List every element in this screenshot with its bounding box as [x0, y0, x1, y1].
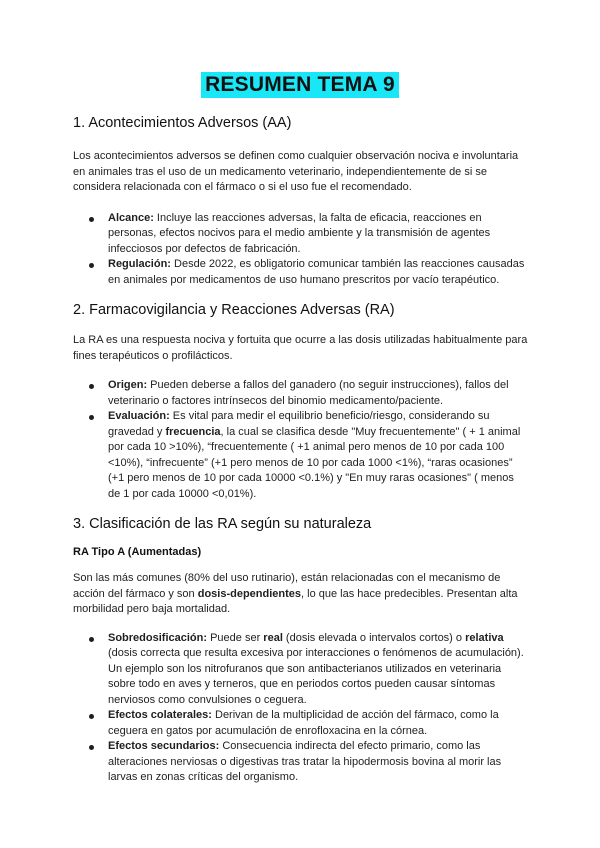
list-item: [73, 409, 528, 502]
bullet-label: Evaluación:: [108, 410, 170, 422]
bullet-text: Consecuencia indirecta del efecto primario, como las alteraciones nerviosas o digestivas tras tratar la hipodermosis bovina al morir las larvas en zonas críticas del organismo.: [108, 740, 502, 783]
bullet-icon: [89, 745, 94, 750]
bullet-icon: [89, 415, 94, 420]
section-1-list: [73, 211, 528, 289]
bullet-text: Puede ser: [207, 631, 264, 644]
section-3-subheading: RA Tipo A (Aumentadas): [73, 546, 202, 558]
bullet-icon: [89, 217, 94, 222]
document-body: [73, 113, 528, 786]
paragraph-emphasis: dosis-dependientes: [197, 587, 302, 600]
section-3-paragraph: [73, 571, 528, 618]
bullet-text: Desde 2022, es obligatorio comunicar también las reacciones causadas en animales por medicamentos de uso humano prescritos por vacío terapéutico.: [108, 258, 525, 286]
bullet-label: Sobredosificación:: [108, 631, 208, 644]
list-item: [73, 257, 528, 288]
section-1-paragraph: Los acontecimientos adversos se definen como cualquier observación nociva e involuntaria en animales tras el uso de un medicamento veterinario, independientemente de si se considera relacionada con el fármaco o si el uso fue el recomendado.: [73, 150, 519, 193]
section-3-heading: 3. Clasificación de las RA según su naturaleza: [73, 516, 372, 532]
bullet-label: Regulación:: [108, 258, 171, 270]
bullet-text: Pueden deberse a fallos del ganadero (no seguir instrucciones), fallos del veterinario o factores intrínsecos del binomio medicamento/paciente.: [108, 379, 509, 407]
bullet-text: , la cual se clasifica desde "Muy frecuentemente" ( + 1 animal por cada 10 >10%), “frecuentemente ( +1 animal pero menos de 10 por cada 100 <10%), “infrecuente” (+1 pero menos de 10 por cada 1000 <1%), “raras ocasiones” (+1 pero menos de 10 por cada 10000 <0.1%) y "En muy raras ocasiones" ( menos de 1 por cada 10000 <0,01%).: [108, 425, 521, 500]
section-3-list: [73, 631, 528, 786]
list-item: [73, 378, 528, 409]
bullet-emphasis: relativa: [465, 631, 504, 644]
bullet-emphasis: frecuencia: [165, 425, 221, 438]
bullet-label: Alcance:: [108, 211, 154, 224]
bullet-emphasis: real: [263, 631, 283, 644]
bullet-text: (dosis correcta que resulta excesiva por interacciones o fenómenos de acumulación). Un ejemplo son los nitrofuranos que son antibacterianos utilizados en veterinaria sobre todo en aves y terneros, que en periodos cortos pueden causar síntomas nerviosos como convulsiones o ceguera.: [108, 647, 524, 706]
section-2-paragraph: La RA es una respuesta nociva y fortuita que ocurre a las dosis utilizadas habitualmente para fines terapéuticos o profilácticos.: [73, 334, 528, 362]
title-wrap: [0, 72, 600, 98]
section-2-list: [73, 378, 528, 502]
bullet-text: Es vital para medir el equilibrio beneficio/riesgo, considerando su gravedad y: [108, 410, 490, 438]
bullet-icon: [89, 384, 94, 389]
section-2-heading: 2. Farmacovigilancia y Reacciones Adversas (RA): [73, 302, 395, 318]
paragraph-text: Son las más comunes (80% del uso rutinario), están relacionadas con el mecanismo de acción del fármaco y son: [73, 572, 501, 600]
bullet-icon: [89, 714, 94, 719]
list-item: [73, 708, 528, 739]
list-item: [73, 211, 528, 258]
bullet-label: Efectos secundarios:: [108, 740, 220, 752]
section-1-heading: 1. Acontecimientos Adversos (AA): [73, 115, 292, 131]
list-item: [73, 631, 528, 709]
bullet-label: Efectos colaterales:: [108, 709, 212, 721]
bullet-label: Origen:: [108, 379, 148, 391]
paragraph-text: , lo que las hace predecibles. Presentan alta morbilidad pero baja mortalidad.: [73, 587, 518, 615]
document-title: RESUMEN TEMA 9: [201, 72, 399, 98]
bullet-text: (dosis elevada o intervalos cortos) o: [282, 631, 466, 644]
bullet-icon: [89, 263, 94, 268]
bullet-text: Derivan de la multiplicidad de acción del fármaco, como la ceguera en gatos por acumulación de enrofloxacina en la córnea.: [108, 709, 499, 737]
bullet-text: Incluye las reacciones adversas, la falta de eficacia, reacciones en personas, efectos nocivos para el medio ambiente y la transmisión de agentes infecciosos por defectos de fabricación.: [108, 211, 491, 255]
list-item: [73, 739, 528, 786]
bullet-icon: [89, 637, 94, 642]
